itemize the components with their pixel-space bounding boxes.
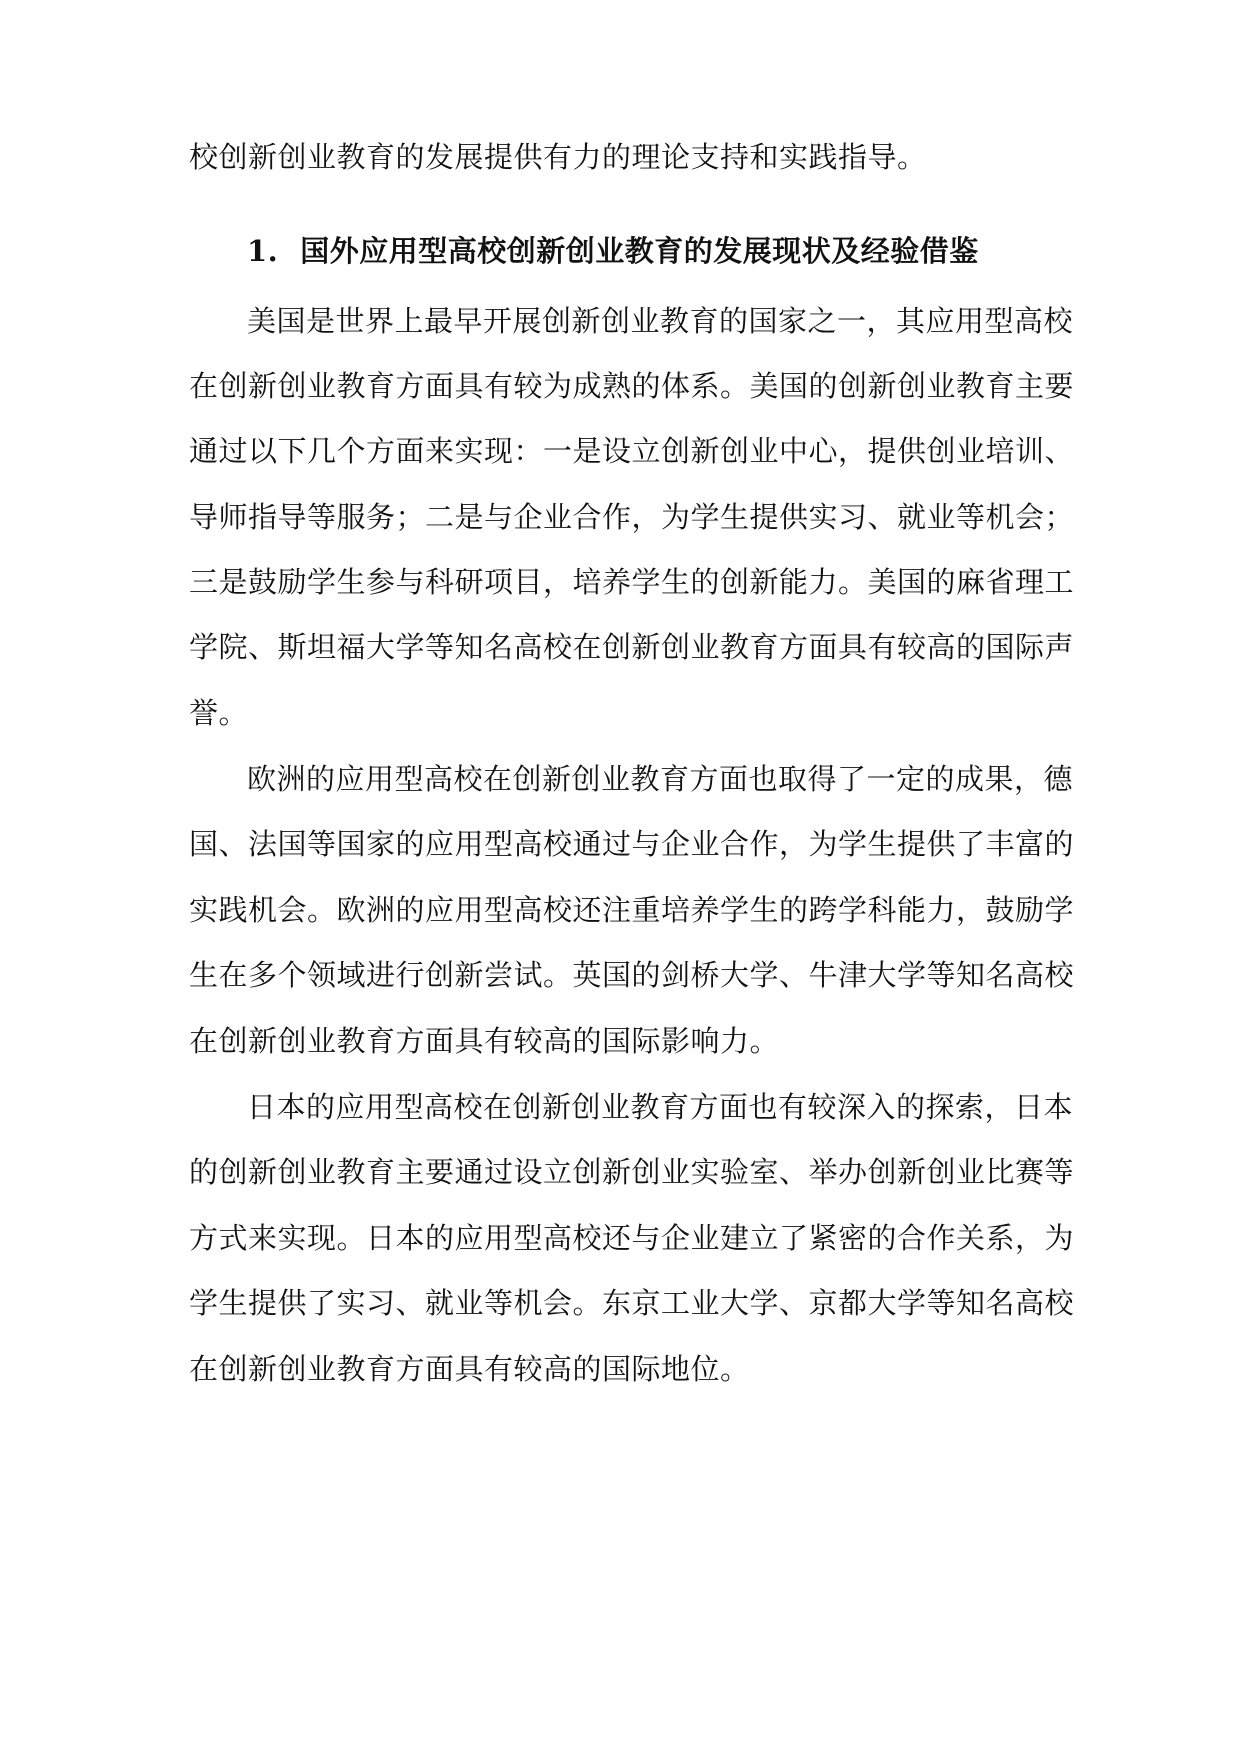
paragraph-japan-line: 学生提供了实习、就业等机会。东京工业大学、京都大学等知名高校 (189, 1286, 1075, 1320)
paragraph-continuation-line: 校创新创业教育的发展提供有力的理论支持和实践指导。 (189, 140, 927, 174)
paragraph-usa-line: 三是鼓励学生参与科研项目，培养学生的创新能力。美国的麻省理工 (189, 565, 1075, 599)
section-heading (247, 231, 979, 271)
section-number: 1. (247, 234, 279, 268)
paragraph-japan-line: 日本的应用型高校在创新创业教育方面也有较深入的探索，日本 (247, 1090, 1074, 1124)
paragraph-europe-line: 实践机会。欧洲的应用型高校还注重培养学生的跨学科能力，鼓励学 (189, 893, 1075, 927)
paragraph-usa-line: 通过以下几个方面来实现：一是设立创新创业中心，提供创业培训、 (189, 434, 1075, 468)
paragraph-usa-line: 导师指导等服务；二是与企业合作，为学生提供实习、就业等机会； (189, 500, 1075, 534)
paragraph-usa-line: 誉。 (189, 696, 249, 730)
paragraph-japan-line: 方式来实现。日本的应用型高校还与企业建立了紧密的合作关系，为 (189, 1221, 1075, 1255)
paragraph-japan-line: 的创新创业教育主要通过设立创新创业实验室、举办创新创业比赛等 (189, 1155, 1075, 1189)
paragraph-europe-line: 生在多个领域进行创新尝试。英国的剑桥大学、牛津大学等知名高校 (189, 958, 1075, 992)
paragraph-japan-line: 在创新创业教育方面具有较高的国际地位。 (189, 1352, 750, 1386)
section-title: 国外应用型高校创新创业教育的发展现状及经验借鉴 (300, 234, 979, 268)
paragraph-usa-line: 美国是世界上最早开展创新创业教育的国家之一，其应用型高校 (247, 304, 1074, 338)
paragraph-usa-line: 学院、斯坦福大学等知名高校在创新创业教育方面具有较高的国际声 (189, 630, 1075, 664)
paragraph-usa-line: 在创新创业教育方面具有较为成熟的体系。美国的创新创业教育主要 (189, 369, 1075, 403)
paragraph-europe-line: 欧洲的应用型高校在创新创业教育方面也取得了一定的成果，德 (247, 762, 1074, 796)
paragraph-europe-line: 在创新创业教育方面具有较高的国际影响力。 (189, 1024, 780, 1058)
paragraph-europe-line: 国、法国等国家的应用型高校通过与企业合作，为学生提供了丰富的 (189, 827, 1075, 861)
